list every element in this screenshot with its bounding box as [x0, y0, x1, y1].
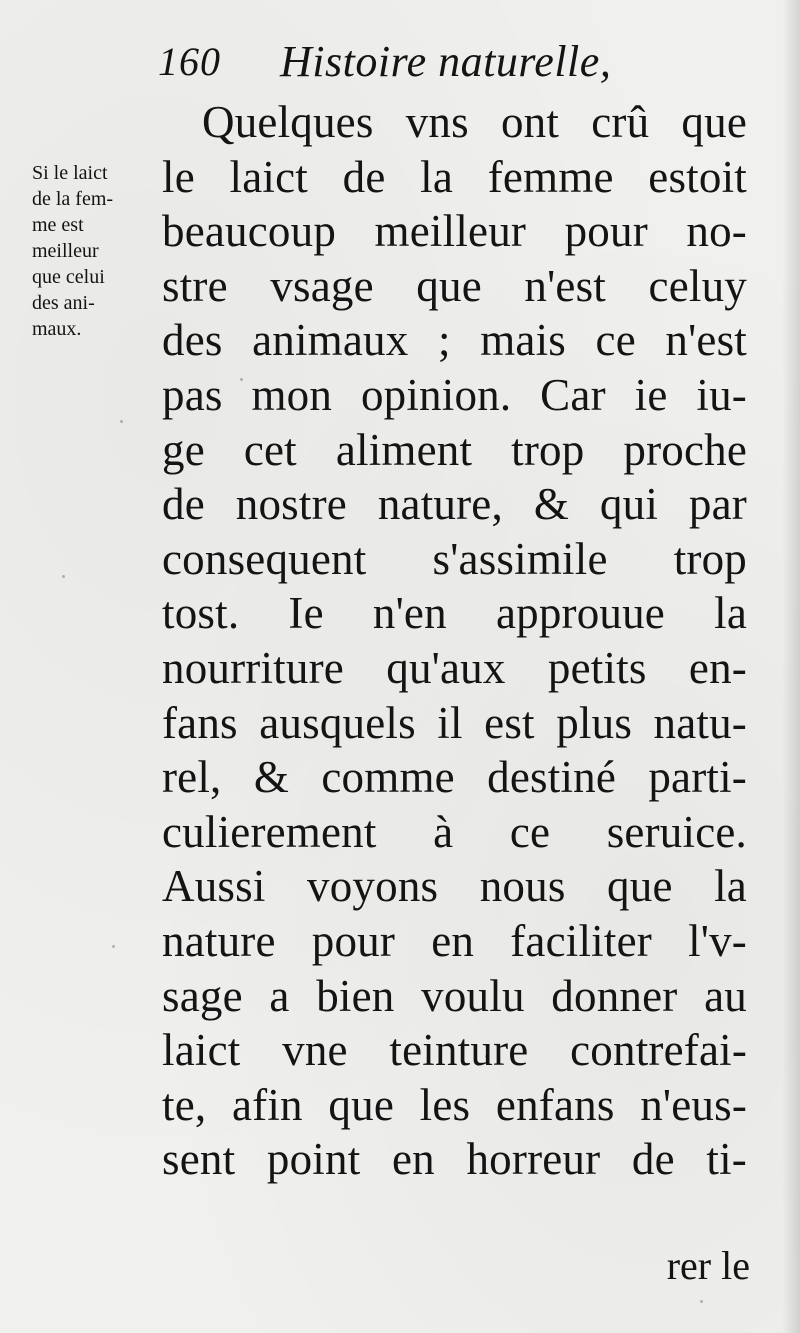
text-line: tost. Ie n'en approuue la — [162, 588, 747, 639]
text-line: beaucoup meilleur pour no- — [162, 206, 747, 257]
text-line: ge cet aliment trop proche — [162, 424, 747, 475]
running-title: Histoire naturelle, — [280, 37, 612, 86]
paper-speck — [112, 945, 115, 948]
page-number: 160 — [158, 39, 221, 84]
catchword: rer le — [666, 1243, 750, 1288]
text-line: te, afin que les enfans n'eus- — [162, 1079, 747, 1130]
text-line: Quelques vns ont crû que — [202, 97, 747, 147]
paper-speck — [240, 378, 243, 381]
text-line: rel, & comme destiné parti- — [162, 752, 747, 803]
text-line: culierement à ce seruice. — [162, 806, 747, 857]
paper-speck — [62, 575, 65, 578]
margin-note-line: de la fem- — [32, 188, 114, 210]
paper-speck — [700, 1300, 703, 1303]
text-line: nature pour en faciliter l'v- — [162, 915, 747, 966]
page-edge-shadow — [782, 0, 800, 1333]
text-line: de nostre nature, & qui par — [162, 479, 747, 530]
margin-note-line: meilleur — [32, 240, 99, 262]
margin-note-line: que celui — [32, 266, 105, 288]
text-line: sage a bien voulu donner au — [162, 970, 747, 1021]
text-line: le laict de la femme estoit — [162, 151, 747, 202]
text-line: nourriture qu'aux petits en- — [162, 642, 747, 693]
text-line: stre vsage que n'est celuy — [162, 260, 747, 311]
page-header — [158, 30, 758, 90]
text-line: sent point en horreur de ti- — [162, 1134, 747, 1185]
margin-note — [32, 160, 154, 342]
margin-note-line: des ani- — [32, 292, 95, 314]
text-line: fans ausquels il est plus natu- — [162, 697, 747, 748]
text-line: des animaux ; mais ce n'est — [162, 315, 747, 366]
text-line: consequent s'assimile trop — [162, 533, 747, 584]
text-line: Aussi voyons nous que la — [162, 861, 747, 912]
margin-note-line: maux. — [32, 318, 82, 340]
margin-note-line: Si le laict — [32, 162, 108, 184]
text-line: pas mon opinion. Car ie iu- — [162, 369, 747, 420]
text-line: laict vne teinture contrefai- — [162, 1025, 747, 1076]
margin-note-line: me est — [32, 214, 84, 236]
paper-speck — [120, 420, 123, 423]
body-text — [162, 95, 747, 1187]
paper-speck — [485, 1055, 488, 1058]
